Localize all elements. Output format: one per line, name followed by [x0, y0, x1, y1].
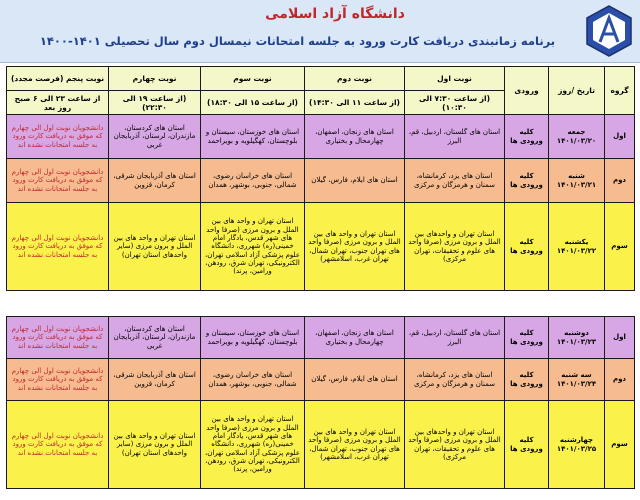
day-label: سه شنبه — [561, 371, 592, 380]
session-5-cell: دانشجویان نوبت اول الی چهارم که موفق به دریافت کارت ورود به جلسه امتحانات نشده اند — [7, 401, 109, 489]
session-3-cell: استان تهران و واحد های بین الملل و برون مرزی (صرفا واحد های شهر قدس، یادگار امام خمینی(ره) شهرری، دانشگاه علوم پزشکی آزاد اسلامی تهران، الکترونیکی، تهران شرق، رودهن، ورامین، پرند) — [201, 203, 305, 291]
session-4-cell: استان های آذربایجان شرقی، کرمان، قزوین — [109, 359, 201, 401]
session-2-cell: استان تهران و واحد های بین الملل و برون مرزی (صرفا واحد های تهران جنوب، تهران شمال، تهران غرب، اسلامشهر) — [305, 203, 405, 291]
table-row — [7, 317, 635, 359]
table-row — [7, 203, 635, 291]
date-cell — [549, 115, 605, 159]
session-1-cell: استان های گلستان، اردبیل، قم، البرز — [405, 317, 505, 359]
session-5-time: از ساعت ۲۳ الی ۶ صبح روز بعد — [7, 91, 109, 115]
column-header-session-1: نوبت اول — [405, 67, 505, 91]
session-3-cell: استان های خوزستان، سیستان و بلوچستان، کهگیلویه و بویراحمد — [201, 115, 305, 159]
session-1-cell: استان تهران و واحدهای بین الملل و برون مرزی (صرفا واحد های علوم و تحقیقات، تهران مرکزی) — [405, 401, 505, 489]
entry-cell: کلیه ورودی ها — [505, 203, 549, 291]
session-4-cell: استان تهران و واحد های بین الملل و برون مرزی (سایر واحدهای استان تهران) — [109, 203, 201, 291]
university-title: دانشگاه آزاد اسلامی — [265, 6, 405, 22]
day-label: شنبه — [568, 172, 585, 181]
date-cell — [549, 359, 605, 401]
group-cell: اول — [605, 317, 635, 359]
day-label: یکشنبه — [564, 238, 589, 247]
session-4-time: (از ساعت ۱۹ الی ۲۲:۳۰) — [109, 91, 201, 115]
session-1-cell: استان های یزد، کرمانشاه، سمنان و هرمزگان و مرکزی — [405, 359, 505, 401]
session-2-cell: استان تهران و واحد های بین الملل و برون مرزی (صرفا واحد های تهران جنوب، تهران شمال، تهران غرب، اسلامشهر) — [305, 401, 405, 489]
session-5-cell: دانشجویان نوبت اول الی چهارم که موفق به دریافت کارت ورود به جلسه امتحانات نشده اند — [7, 115, 109, 159]
day-label: دوشنبه — [564, 329, 589, 338]
day-label: چهارشنبه — [559, 436, 594, 445]
date-cell — [549, 159, 605, 203]
date-label: ۱۴۰۱/۰۳/۲۰ — [556, 136, 597, 145]
group-cell: اول — [605, 115, 635, 159]
session-2-cell: استان های زنجان، اصفهان، چهارمحال و بختیاری — [305, 115, 405, 159]
session-2-cell: استان های زنجان، اصفهان، چهارمحال و بختیاری — [305, 317, 405, 359]
header-banner — [0, 0, 640, 63]
date-label: ۱۴۰۱/۰۳/۲۱ — [556, 180, 597, 189]
entry-cell: کلیه ورودی ها — [505, 401, 549, 489]
entry-cell: کلیه ورودی ها — [505, 159, 549, 203]
session-1-cell: استان های یزد، کرمانشاه، سمنان و هرمزگان و مرکزی — [405, 159, 505, 203]
table-row — [7, 401, 635, 489]
session-4-cell: استان تهران و واحد های بین الملل و برون مرزی (سایر واحدهای استان تهران) — [109, 401, 201, 489]
entry-cell: کلیه ورودی ها — [505, 115, 549, 159]
session-1-time: (از ساعت ۷:۳۰ الی ۱۰:۳۰) — [405, 91, 505, 115]
day-label: جمعه — [567, 128, 586, 137]
session-2-cell: استان های ایلام، فارس، گیلان — [305, 359, 405, 401]
column-header-date: تاریخ /روز — [549, 67, 605, 115]
session-1-cell: استان تهران و واحدهای بین الملل و برون مرزی (صرفا واحد های علوم و تحقیقات، تهران مرکزی) — [405, 203, 505, 291]
table-row — [7, 115, 635, 159]
table-row — [7, 359, 635, 401]
date-cell — [549, 203, 605, 291]
date-cell — [549, 317, 605, 359]
entry-cell: کلیه ورودی ها — [505, 317, 549, 359]
session-2-time: (از ساعت ۱۱ الی ۱۴:۳۰) — [305, 91, 405, 115]
session-3-cell: استان های خراسان رضوی، شمالی، جنوبی، بوشهر، همدان — [201, 359, 305, 401]
date-label: ۱۴۰۱/۰۳/۲۳ — [556, 337, 597, 346]
group-cell: سوم — [605, 401, 635, 489]
group-cell: سوم — [605, 203, 635, 291]
session-3-cell: استان های خراسان رضوی، شمالی، جنوبی، بوشهر، همدان — [201, 159, 305, 203]
date-label: ۱۴۰۱/۰۳/۲۴ — [556, 379, 597, 388]
session-5-cell: دانشجویان نوبت اول الی چهارم که موفق به دریافت کارت ورود به جلسه امتحانات نشده اند — [7, 317, 109, 359]
session-4-cell: استان های کردستان، مازندران، لرستان، آذربایجان غربی — [109, 317, 201, 359]
column-header-entry: ورودی — [505, 67, 549, 115]
column-header-session-5: نوبت پنجم (فرصت مجدد) — [7, 67, 109, 91]
university-logo-icon — [583, 4, 635, 58]
schedule-table-2 — [6, 316, 635, 489]
session-3-time: (از ساعت ۱۵ الی ۱۸:۳۰) — [201, 91, 305, 115]
group-cell: دوم — [605, 159, 635, 203]
session-4-cell: استان های آذربایجان شرقی، کرمان، قزوین — [109, 159, 201, 203]
column-header-session-3: نوبت سوم — [201, 67, 305, 91]
date-cell — [549, 401, 605, 489]
column-header-session-2: نوبت دوم — [305, 67, 405, 91]
column-header-group: گروه — [605, 67, 635, 115]
column-header-session-4: نوبت چهارم — [109, 67, 201, 91]
date-label: ۱۴۰۱/۰۳/۲۵ — [556, 444, 597, 453]
schedule-title: برنامه زمانبندی دریافت کارت ورود به جلسه امتحانات نیمسال دوم سال تحصیلی ۱۴۰۱-۱۴۰۰ — [39, 34, 556, 48]
session-1-cell: استان های گلستان، اردبیل، قم، البرز — [405, 115, 505, 159]
session-3-cell: استان های خوزستان، سیستان و بلوچستان، کهگیلویه و بویراحمد — [201, 317, 305, 359]
date-label: ۱۴۰۱/۰۳/۲۲ — [556, 246, 597, 255]
session-5-cell: دانشجویان نوبت اول الی چهارم که موفق به دریافت کارت ورود به جلسه امتحانات نشده اند — [7, 359, 109, 401]
session-5-cell: دانشجویان نوبت اول الی چهارم که موفق به دریافت کارت ورود به جلسه امتحانات نشده اند — [7, 159, 109, 203]
session-2-cell: استان های ایلام، فارس، گیلان — [305, 159, 405, 203]
table-row — [7, 159, 635, 203]
session-3-cell: استان تهران و واحد های بین الملل و برون مرزی (صرفا واحد های شهر قدس، یادگار امام خمینی(ره) شهرری، دانشگاه علوم پزشکی آزاد اسلامی تهران، الکترونیکی، تهران شرق، رودهن، ورامین، پرند) — [201, 401, 305, 489]
entry-cell: کلیه ورودی ها — [505, 359, 549, 401]
session-4-cell: استان های کردستان، مازندران، لرستان، آذربایجان غربی — [109, 115, 201, 159]
schedule-table-1 — [6, 66, 635, 291]
group-cell: دوم — [605, 359, 635, 401]
session-5-cell: دانشجویان نوبت اول الی چهارم که موفق به دریافت کارت ورود به جلسه امتحانات نشده اند — [7, 203, 109, 291]
